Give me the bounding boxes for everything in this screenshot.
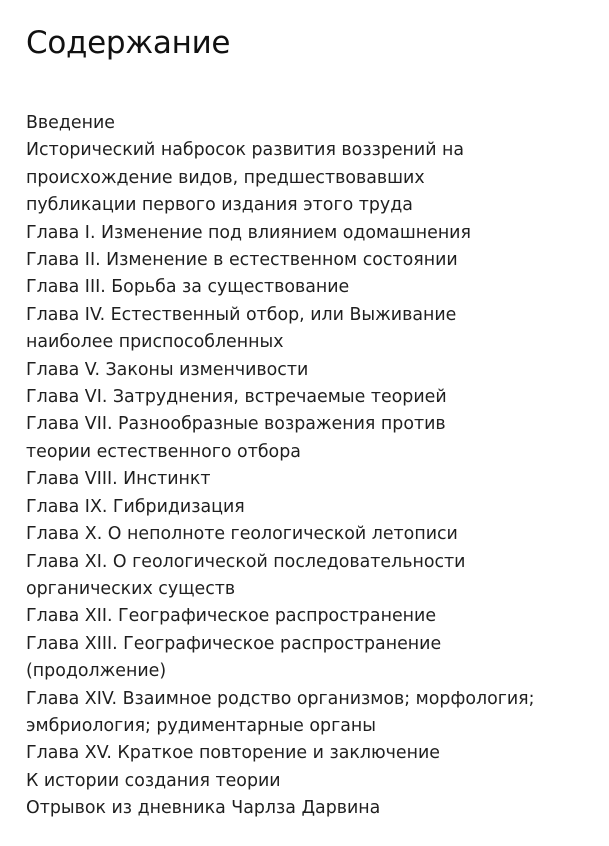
toc-item-chapter-6[interactable]: Глава VI. Затруднения, встречаемые теорией (26, 387, 447, 408)
toc-item-chapter-8[interactable]: Глава VIII. Инстинкт (26, 469, 211, 490)
table-of-contents (26, 24, 586, 819)
toc-list (26, 110, 586, 823)
toc-item-theory-history[interactable]: К истории создания теории (26, 770, 281, 791)
toc-item-introduction[interactable]: Введение (26, 113, 115, 133)
toc-item-chapter-11[interactable]: Глава XI. О геологической последовательности органических существ (26, 551, 466, 599)
toc-item-chapter-9[interactable]: Глава IX. Гибридизация (26, 496, 245, 517)
page-title: Содержание (26, 25, 231, 61)
toc-item-chapter-1[interactable]: Глава I. Изменение под влиянием одомашнения (26, 222, 471, 243)
toc-item-historical-sketch[interactable]: Исторический набросок развития воззрений на происхождение видов, предшествовавших публикации первого издания этого труда (26, 140, 465, 216)
toc-item-chapter-14[interactable]: Глава XIV. Взаимное родство организмов; морфология; эмбриология; рудиментарные органы (26, 688, 535, 736)
toc-item-chapter-2[interactable]: Глава II. Изменение в естественном состоянии (26, 250, 458, 271)
toc-item-chapter-10[interactable]: Глава X. О неполноте геологической летописи (26, 524, 458, 545)
toc-item-chapter-15[interactable]: Глава XV. Краткое повторение и заключение (26, 743, 440, 764)
toc-item-chapter-13[interactable]: Глава XIII. Географическое распространение (продолжение) (26, 633, 442, 682)
toc-item-chapter-12[interactable]: Глава XII. Географическое распространение (26, 606, 437, 627)
toc-item-chapter-5[interactable]: Глава V. Законы изменчивости (26, 359, 309, 380)
toc-item-darwin-diary[interactable]: Отрывок из дневника Чарлза Дарвина (26, 798, 381, 819)
toc-item-chapter-3[interactable]: Глава III. Борьба за существование (26, 277, 350, 298)
toc-item-chapter-4[interactable]: Глава IV. Естественный отбор, или Выживание наиболее приспособленных (26, 304, 457, 353)
toc-item-chapter-7[interactable]: Глава VII. Разнообразные возражения против теории естественного отбора (26, 414, 446, 462)
